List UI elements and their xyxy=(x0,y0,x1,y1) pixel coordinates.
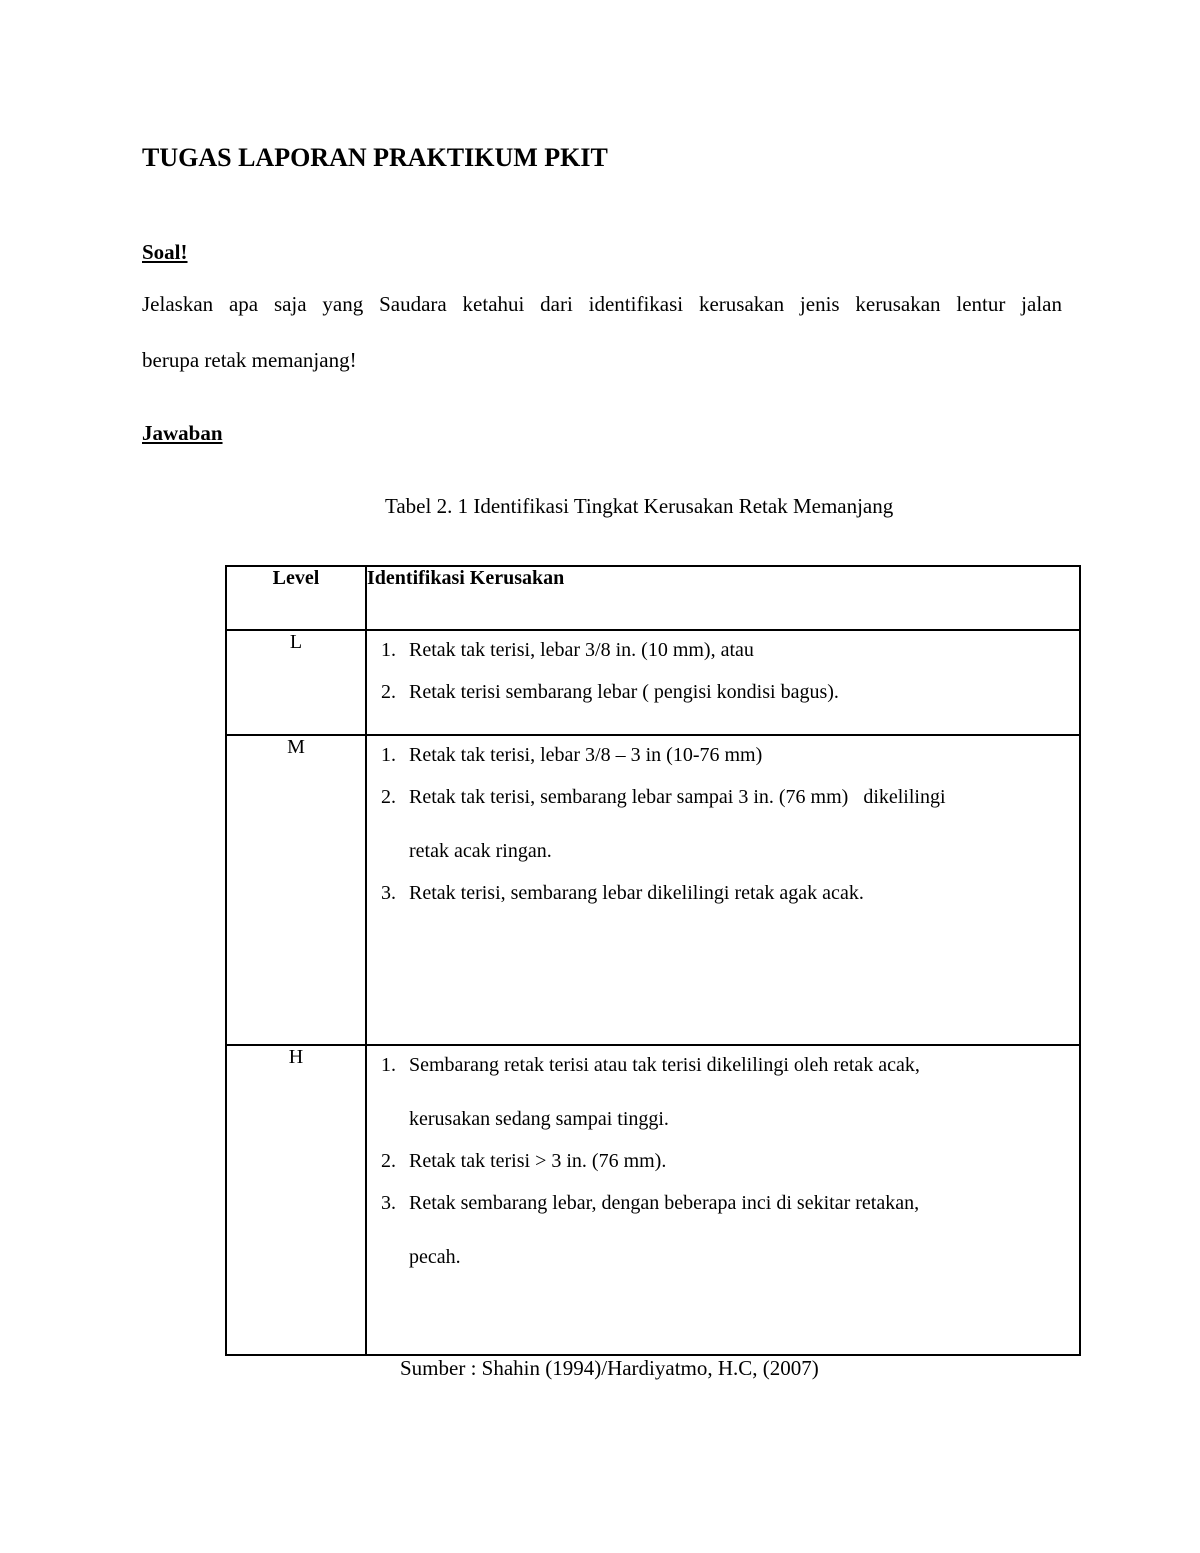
list-item xyxy=(381,1038,1079,1146)
item-text-continued: pecah. xyxy=(409,1246,461,1268)
item-number: 3. xyxy=(381,882,396,904)
item-text: Retak tak terisi > 3 in. (76 mm). xyxy=(409,1150,667,1172)
item-text: Retak terisi sembarang lebar ( pengisi kondisi bagus). xyxy=(409,681,839,703)
item-number: 1. xyxy=(381,744,396,766)
item-number: 3. xyxy=(381,1192,396,1214)
identification-list xyxy=(367,631,1079,719)
item-text-continued: kerusakan sedang sampai tinggi. xyxy=(409,1108,669,1130)
item-number: 2. xyxy=(381,786,396,808)
table-row-level-h xyxy=(226,1045,1080,1355)
identification-list xyxy=(367,736,1079,920)
table-caption: Tabel 2. 1 Identifikasi Tingkat Kerusakan Retak Memanjang xyxy=(385,494,894,518)
table-header-row xyxy=(226,566,1080,630)
item-text-continued: retak acak ringan. xyxy=(409,840,552,862)
item-number: 2. xyxy=(381,1150,396,1172)
table-source: Sumber : Shahin (1994)/Hardiyatmo, H.C, (2007) xyxy=(400,1356,819,1380)
identification-cell xyxy=(366,1045,1080,1355)
identification-cell xyxy=(366,735,1080,1045)
damage-identification-table xyxy=(225,565,1081,1356)
item-text: Retak sembarang lebar, dengan beberapa inci di sekitar retakan, xyxy=(409,1192,920,1214)
item-text: Retak tak terisi, sembarang lebar sampai 3 in. (76 mm) dikelilingi xyxy=(409,786,946,808)
question-line-1: Jelaskan apa saja yang Saudara ketahui dari identifikasi kerusakan jenis kerusakan lentur jalan xyxy=(142,292,1062,316)
question-line-2: berupa retak memanjang! xyxy=(142,348,357,372)
document-title: TUGAS LAPORAN PRAKTIKUM PKIT xyxy=(142,143,608,172)
item-text: Retak tak terisi, lebar 3/8 in. (10 mm), atau xyxy=(409,639,754,661)
item-text: Retak terisi, sembarang lebar dikelilingi retak agak acak. xyxy=(409,882,864,904)
identification-cell xyxy=(366,630,1080,735)
level-cell: L xyxy=(226,630,366,735)
identification-list xyxy=(367,1046,1079,1284)
list-item xyxy=(381,770,1079,878)
list-item xyxy=(381,665,1079,719)
header-identification: Identifikasi Kerusakan xyxy=(366,566,1080,630)
item-number: 1. xyxy=(381,639,396,661)
list-item xyxy=(381,866,1079,920)
table-row-level-l xyxy=(226,630,1080,735)
soal-heading: Soal! xyxy=(142,240,188,264)
level-cell: H xyxy=(226,1045,366,1355)
item-text: Retak tak terisi, lebar 3/8 – 3 in (10-76 mm) xyxy=(409,744,763,766)
table-row-level-m xyxy=(226,735,1080,1045)
jawaban-heading: Jawaban xyxy=(142,421,223,445)
item-number: 2. xyxy=(381,681,396,703)
item-number: 1. xyxy=(381,1054,396,1076)
item-text: Sembarang retak terisi atau tak terisi dikelilingi oleh retak acak, xyxy=(409,1054,920,1076)
list-item xyxy=(381,1176,1079,1284)
level-cell: M xyxy=(226,735,366,1045)
header-level: Level xyxy=(226,566,366,630)
